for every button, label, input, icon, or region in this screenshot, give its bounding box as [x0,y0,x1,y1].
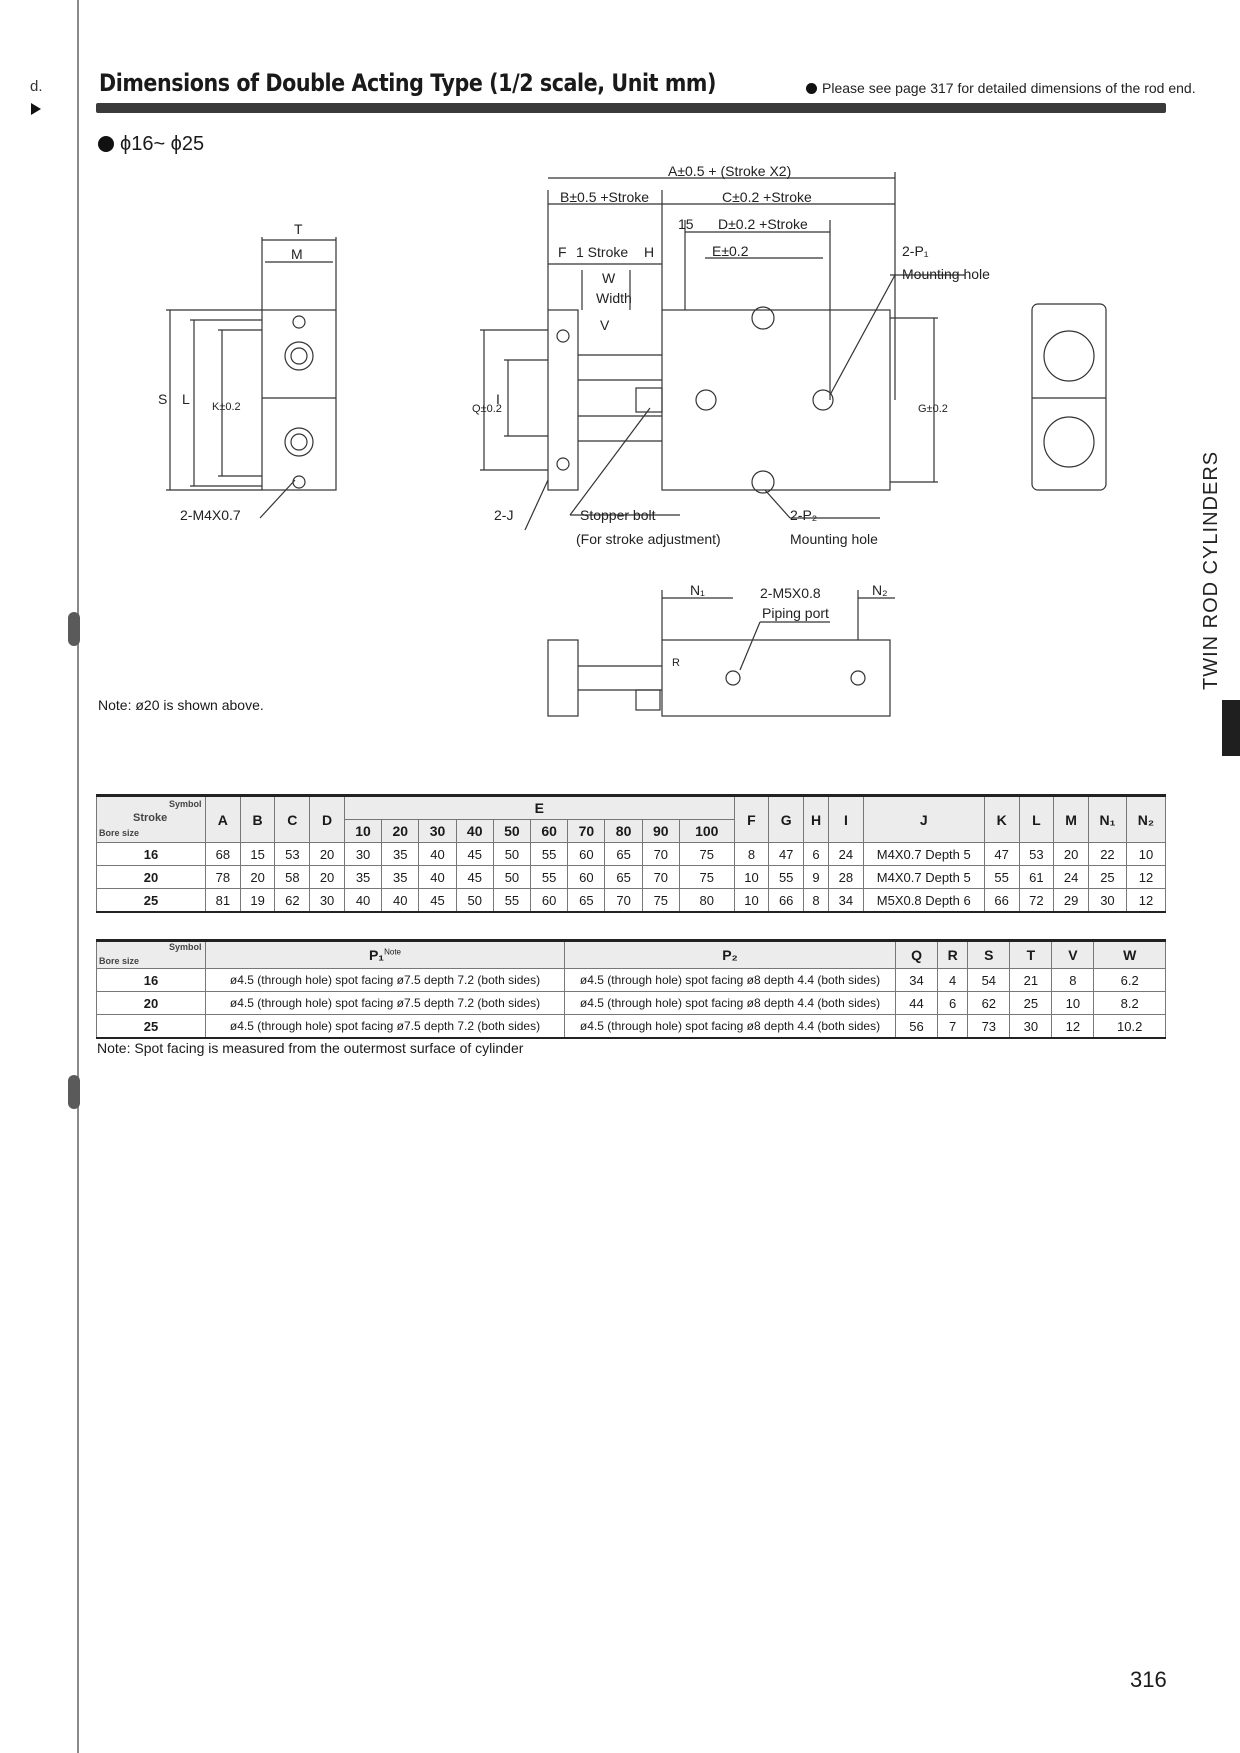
cell-L: 61 [1019,866,1054,889]
col-B: B [240,796,275,843]
cell-I: 28 [829,866,864,889]
cell-J: M4X0.7 Depth 5 [863,866,984,889]
cell-E: 75 [679,843,734,866]
cell-T: 30 [1010,1015,1052,1039]
page-number: 316 [1130,1667,1167,1692]
table-row [97,969,1166,992]
stroke-100: 100 [679,820,734,843]
cell-H: 6 [804,843,829,866]
cell-L: 53 [1019,843,1054,866]
cell-G: 66 [769,889,804,913]
cell-J: M5X0.8 Depth 6 [863,889,984,913]
dim-I: I [496,391,500,407]
dim-stroke: 1 Stroke [576,244,629,260]
cell-F: 10 [734,866,769,889]
cell-E: 60 [568,843,605,866]
cell-A: 81 [206,889,241,913]
cell-S: 54 [968,969,1010,992]
dim-Q: Q±0.2 [472,403,502,415]
stopper-desc: (For stroke adjustment) [576,531,721,547]
cell-K: 55 [984,866,1019,889]
cell-E: 50 [493,843,530,866]
p1-label: 2-P₁ [902,243,929,259]
stroke-50: 50 [493,820,530,843]
table-header-row [97,941,1166,969]
col-I: I [829,796,864,843]
table-row [97,843,1166,866]
right-end-view [1032,304,1106,490]
table-row [97,889,1166,913]
dim-S: S [158,391,168,407]
cell-E: 40 [382,889,419,913]
dim-R: R [672,657,680,669]
col-P2: P₂ [565,941,896,969]
p2-label: 2-P₂ [790,507,818,523]
end-plate [548,310,578,490]
col-P1-label: P₁ [368,947,385,963]
cell-G: 47 [769,843,804,866]
cell-E: 70 [642,866,679,889]
cell-N1: 30 [1088,889,1126,913]
cell-M: 24 [1054,866,1089,889]
col-T: T [1010,941,1052,969]
col-E: E [344,796,734,820]
cell-J: M4X0.7 Depth 5 [863,843,984,866]
dim-N1: N₁ [690,582,705,598]
cell-E: 35 [382,843,419,866]
col-R: R [938,941,968,969]
dim-E: E±0.2 [712,243,749,259]
p2-desc: Mounting hole [790,531,878,547]
cell-E: 60 [531,889,568,913]
cell-P2: ø4.5 (through hole) spot facing ø8 depth 4.4 (both sides) [565,1015,896,1039]
stroke-90: 90 [642,820,679,843]
cell-E: 45 [419,889,456,913]
cell-E: 60 [568,866,605,889]
cell-W: 10.2 [1094,1015,1166,1039]
dim-D: D±0.2 +Stroke [718,216,808,232]
note-shown: Note: ø20 is shown above. [98,697,264,713]
header-note-text: Please see page 317 for detailed dimensions of the rod end. [822,80,1196,96]
corner-stroke: Stroke [133,811,168,824]
cell-K: 47 [984,843,1019,866]
cell-E: 70 [642,843,679,866]
cell-R: 7 [938,1015,968,1039]
cell-T: 21 [1010,969,1052,992]
bore-heading-text: ϕ16~ ϕ25 [120,133,205,155]
cell-E: 80 [679,889,734,913]
bore-cell: 20 [97,992,206,1015]
cell-Q: 44 [896,992,938,1015]
cell-E: 45 [456,866,493,889]
col-A: A [206,796,241,843]
cell-H: 9 [804,866,829,889]
stroke-20: 20 [382,820,419,843]
cell-Q: 56 [896,1015,938,1039]
cell-I: 24 [829,843,864,866]
dim-V: V [600,317,610,333]
cell-N2: 12 [1126,889,1165,913]
col-D: D [310,796,345,843]
col-W: W [1094,941,1166,969]
cell-D: 20 [310,843,345,866]
cell-N1: 25 [1088,866,1126,889]
cell-F: 8 [734,843,769,866]
cell-I: 34 [829,889,864,913]
dimension-table-2 [96,939,1166,1039]
cell-E: 75 [642,889,679,913]
cell-N2: 12 [1126,866,1165,889]
cell-E: 70 [605,889,642,913]
cell-V: 10 [1052,992,1094,1015]
cell-W: 8.2 [1094,992,1166,1015]
dim-L: L [182,391,190,407]
col-M: M [1054,796,1089,843]
dim-N2: N₂ [872,582,888,598]
stroke-60: 60 [531,820,568,843]
stroke-70: 70 [568,820,605,843]
col-Q: Q [896,941,938,969]
cell-C: 58 [275,866,310,889]
cell-E: 40 [419,866,456,889]
dimension-drawing [0,0,1240,760]
lower-body [662,640,890,716]
cell-K: 66 [984,889,1019,913]
cell-B: 15 [240,843,275,866]
cell-L: 72 [1019,889,1054,913]
cell-P1: ø4.5 (through hole) spot facing ø7.5 depth 7.2 (both sides) [206,969,565,992]
cell-E: 65 [605,843,642,866]
bore-cell: 20 [97,866,206,889]
cell-W: 6.2 [1094,969,1166,992]
cell-E: 55 [531,866,568,889]
cell-M: 20 [1054,843,1089,866]
cell-P1: ø4.5 (through hole) spot facing ø7.5 depth 7.2 (both sides) [206,992,565,1015]
p1-desc: Mounting hole [902,266,990,282]
cell-B: 19 [240,889,275,913]
dim-B: B±0.5 +Stroke [560,189,650,205]
cell-E: 75 [679,866,734,889]
bore-cell: 25 [97,889,206,913]
col-P1 [206,941,565,969]
cell-N1: 22 [1088,843,1126,866]
corner-bore: Bore size [99,956,140,966]
col-G: G [769,796,804,843]
cell-A: 78 [206,866,241,889]
cell-A: 68 [206,843,241,866]
cell-S: 73 [968,1015,1010,1039]
m4-label: 2-M4X0.7 [180,507,241,523]
cell-F: 10 [734,889,769,913]
cell-E: 50 [493,866,530,889]
col-L: L [1019,796,1054,843]
cell-V: 8 [1052,969,1094,992]
cell-E: 55 [531,843,568,866]
cell-C: 62 [275,889,310,913]
note-bottom: Note: Spot facing is measured from the outermost surface of cylinder [97,1040,524,1056]
cell-R: 4 [938,969,968,992]
cell-P2: ø4.5 (through hole) spot facing ø8 depth 4.4 (both sides) [565,969,896,992]
col-C: C [275,796,310,843]
cell-V: 12 [1052,1015,1094,1039]
stopper-label: Stopper bolt [580,507,656,523]
cell-S: 62 [968,992,1010,1015]
side-section-label: TWIN ROD CYLINDERS [1200,450,1222,690]
stroke-30: 30 [419,820,456,843]
col-S: S [968,941,1010,969]
cell-D: 30 [310,889,345,913]
cell-E: 40 [344,889,381,913]
cell-E: 50 [456,889,493,913]
col-K: K [984,796,1019,843]
cell-E: 65 [605,866,642,889]
dim-G: G±0.2 [918,403,948,415]
piping-desc: Piping port [762,605,829,621]
cell-D: 20 [310,866,345,889]
cell-E: 35 [382,866,419,889]
table-row [97,1015,1166,1039]
bore-cell: 25 [97,1015,206,1039]
cell-E: 30 [344,843,381,866]
bore-cell: 16 [97,843,206,866]
piping-label: 2-M5X0.8 [760,585,821,601]
dim-A: A±0.5 + (Stroke X2) [668,163,792,179]
j-label: 2-J [494,507,514,523]
dim-W: W [602,270,616,286]
dim-C: C±0.2 +Stroke [722,189,812,205]
cell-H: 8 [804,889,829,913]
dim-M: M [291,246,303,262]
col-P1-note: Note [384,947,402,957]
dim-K: K±0.2 [212,401,241,413]
stroke-80: 80 [605,820,642,843]
dim-width: Width [596,290,632,306]
cell-E: 45 [456,843,493,866]
cell-G: 55 [769,866,804,889]
cell-C: 53 [275,843,310,866]
cell-P1: ø4.5 (through hole) spot facing ø7.5 depth 7.2 (both sides) [206,1015,565,1039]
dim-F: F [558,244,567,260]
col-H: H [804,796,829,843]
table-row [97,992,1166,1015]
cell-P2: ø4.5 (through hole) spot facing ø8 depth 4.4 (both sides) [565,992,896,1015]
dimension-table-1 [96,794,1166,913]
dim-H: H [644,244,655,260]
stroke-10: 10 [344,820,381,843]
cell-N2: 10 [1126,843,1165,866]
page-title: Dimensions of Double Acting Type (1/2 scale, Unit mm) [99,69,717,97]
dim-T: T [294,221,303,237]
cell-M: 29 [1054,889,1089,913]
punch-hole [68,1075,80,1109]
table-header-row [97,796,1166,820]
table-corner [97,796,206,843]
col-F: F [734,796,769,843]
table-corner [97,941,206,969]
cell-Q: 34 [896,969,938,992]
col-N2: N₂ [1126,796,1165,843]
dim-15: 15 [678,216,694,232]
corner-bore: Bore size [99,827,140,838]
table-row [97,866,1166,889]
cell-R: 6 [938,992,968,1015]
cell-E: 40 [419,843,456,866]
cell-B: 20 [240,866,275,889]
corner-letter: d. [30,78,43,95]
col-N1: N₁ [1088,796,1126,843]
bore-cell: 16 [97,969,206,992]
end-view-body [262,310,336,490]
cell-E: 55 [493,889,530,913]
cell-T: 25 [1010,992,1052,1015]
col-J: J [863,796,984,843]
corner-symbol: Symbol [169,942,202,952]
stroke-40: 40 [456,820,493,843]
col-V: V [1052,941,1094,969]
cell-E: 65 [568,889,605,913]
cell-E: 35 [344,866,381,889]
corner-symbol: Symbol [169,798,202,809]
